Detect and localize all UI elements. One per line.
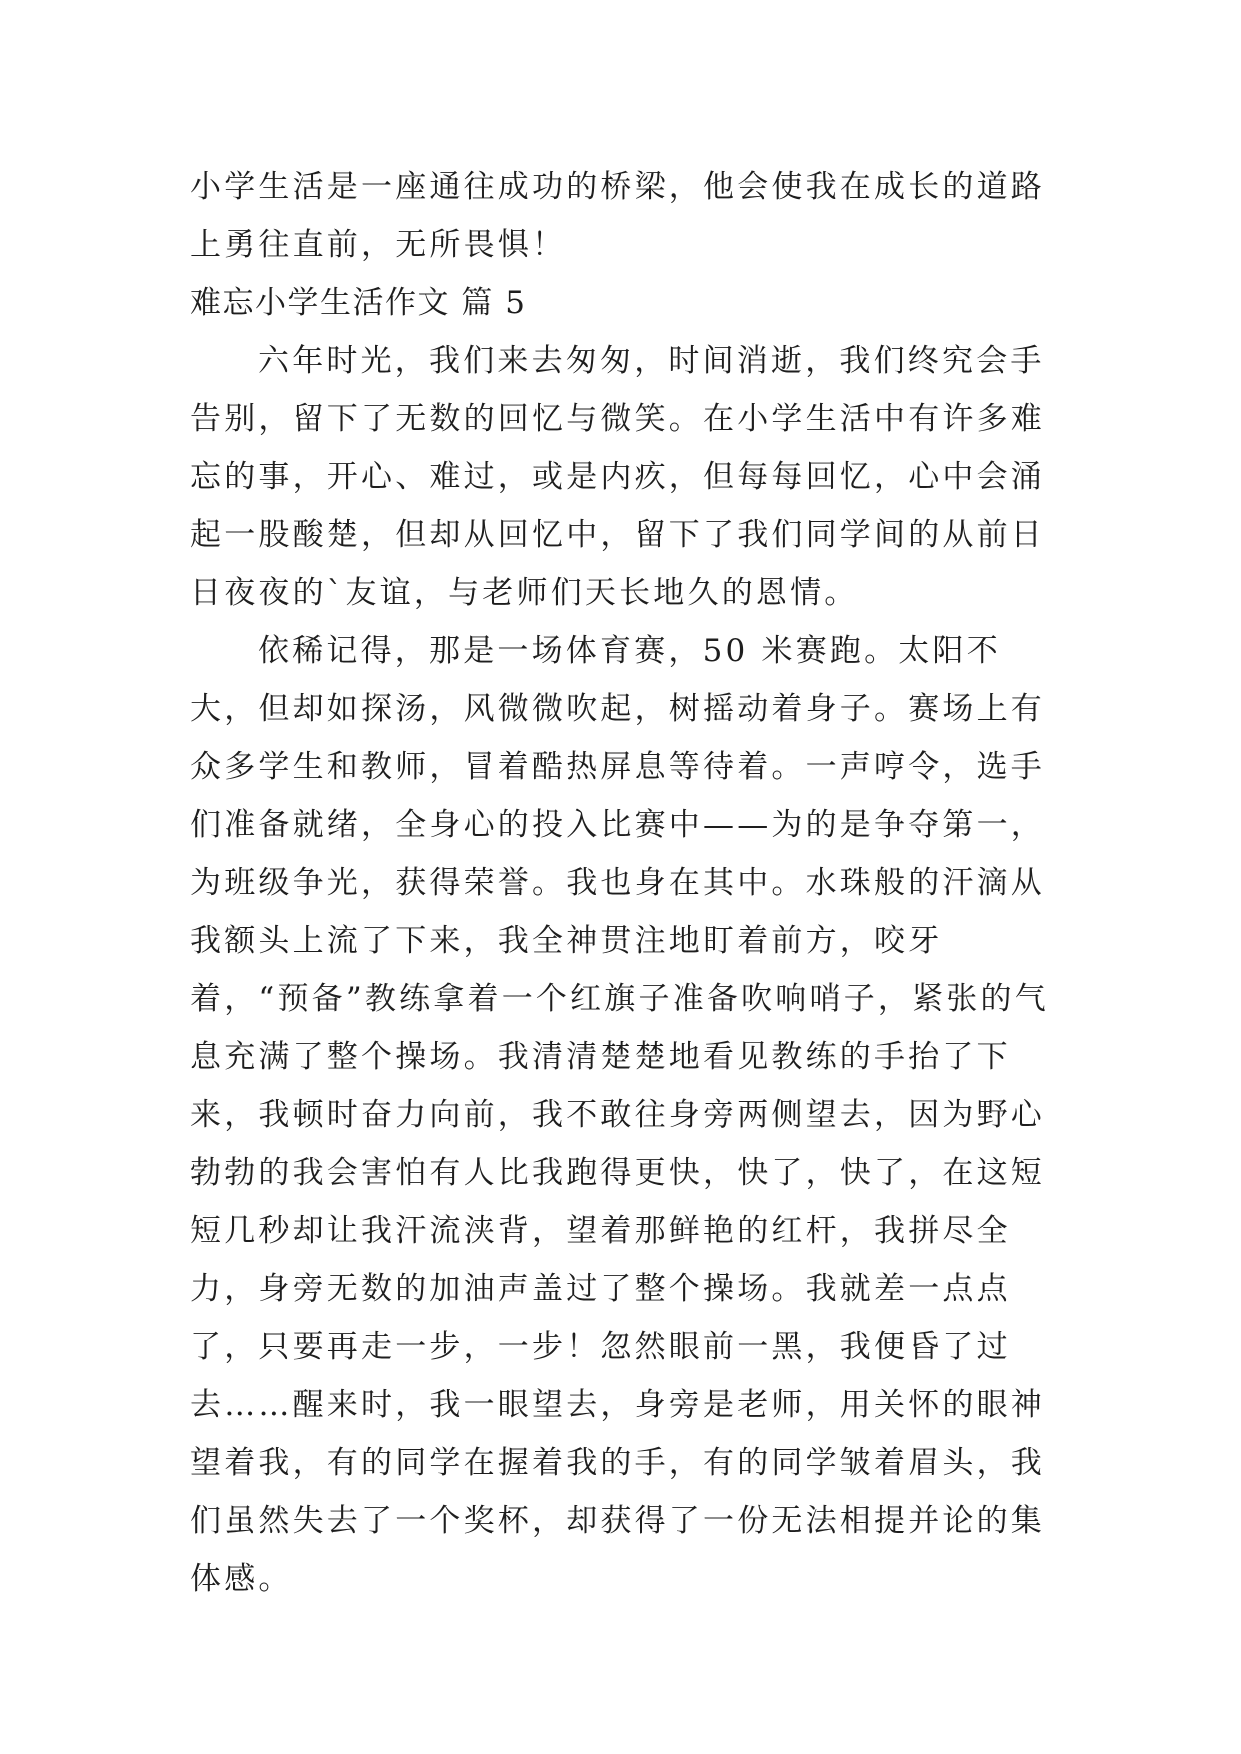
document-body xyxy=(190,158,1050,1608)
body-paragraph: 依稀记得，那是一场体育赛，50 米赛跑。太阳不大，但却如探汤，风微微吹起，树摇动着身子。赛场上有众多学生和教师，冒着酷热屏息等待着。一声哼令，选手们准备就绪，全身心的投入比赛中——为的是争夺第一，为班级争光，获得荣誉。我也身在其中。水珠般的汗滴从我额头上流了下来，我全神贯注地盯着前方，咬牙着，“预备”教练拿着一个红旗子准备吹响哨子，紧张的气息充满了整个操场。我清清楚楚地看见教练的手抬了下来，我顿时奋力向前，我不敢往身旁两侧望去，因为野心勃勃的我会害怕有人比我跑得更快，快了，快了，在这短短几秒却让我汗流浃背，望着那鲜艳的红杆，我拼尽全力，身旁无数的加油声盖过了整个操场。我就差一点点了，只要再走一步，一步！忽然眼前一黑，我便昏了过去……醒来时，我一眼望去，身旁是老师，用关怀的眼神望着我，有的同学在握着我的手，有的同学皱着眉头，我们虽然失去了一个奖杯，却获得了一份无法相提并论的集体感。 xyxy=(190,633,1049,1597)
intro-paragraph: 小学生活是一座通往成功的桥梁，他会使我在成长的道路上勇往直前，无所畏惧！ xyxy=(190,169,1045,263)
body-paragraph: 六年时光，我们来去匆匆，时间消逝，我们终究会手告别，留下了无数的回忆与微笑。在小学生活中有许多难忘的事，开心、难过，或是内疚，但每每回忆，心中会涌起一股酸楚，但却从回忆中，留下了我们同学间的从前日日夜夜的`友谊，与老师们天长地久的恩情。 xyxy=(190,343,1045,611)
section-heading: 难忘小学生活作文 篇 5 xyxy=(190,285,527,321)
